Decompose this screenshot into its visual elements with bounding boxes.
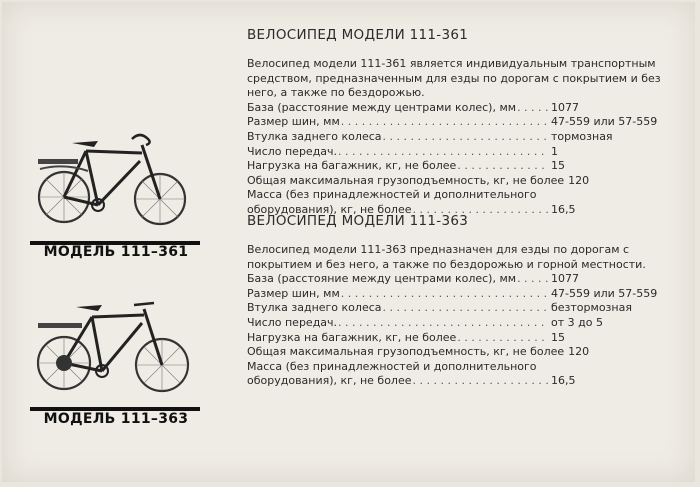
spec-label: Втулка заднего колеса: [247, 129, 382, 143]
spec-row: [247, 316, 667, 331]
dot-leader: [413, 374, 549, 389]
dot-leader: [383, 130, 549, 145]
spec-row: [247, 287, 667, 302]
bicycle-icon: [36, 297, 196, 395]
spec-label: База (расстояние между центрами колес), мм: [247, 272, 517, 286]
section-intro: Велосипед модели 111-363 предназначен для езды по дорогам с покрытием и без него, а также по бездорожью и горной местности.: [247, 243, 646, 271]
spec-row: [247, 145, 667, 160]
spec-value: 15: [551, 330, 565, 344]
spec-label-line: Масса (без принадлежностей и дополнительного: [247, 359, 537, 373]
spec-value: от 3 до 5: [551, 315, 603, 329]
spec-value: безтормозная: [551, 301, 632, 315]
spec-label: Общая максимальная грузоподъемность, кг, не более: [247, 345, 565, 359]
spec-label: Втулка заднего колеса: [247, 301, 382, 315]
spec-row: [247, 130, 667, 145]
bicycle-111-363-illustration: [36, 297, 196, 395]
spec-list: [247, 272, 667, 389]
dot-leader: [383, 301, 549, 316]
spec-list: [247, 101, 667, 218]
spec-label: Нагрузка на багажник, кг, не более: [247, 330, 457, 344]
spec-label: База (расстояние между центрами колес), мм: [247, 100, 517, 114]
spec-label: Нагрузка на багажник, кг, не более: [247, 159, 457, 173]
spec-value: 1077: [551, 100, 579, 114]
spec-label: Размер шин, мм: [247, 286, 340, 300]
catalog-page: [2, 2, 695, 482]
dot-leader: [517, 101, 548, 116]
spec-label: Размер шин, мм: [247, 115, 340, 129]
spec-row: [247, 272, 667, 287]
spec-row: [247, 374, 667, 389]
spec-row: [247, 159, 667, 174]
section-title: ВЕЛОСИПЕД МОДЕЛИ 111-363: [247, 213, 469, 229]
spec-row: [247, 345, 667, 360]
section-title: ВЕЛОСИПЕД МОДЕЛИ 111-361: [247, 27, 469, 43]
spec-value: тормозная: [551, 129, 613, 143]
spec-value: 1077: [551, 272, 579, 286]
spec-row: [247, 101, 667, 116]
dot-leader: [517, 272, 548, 287]
model-111-363-section: [247, 213, 667, 389]
spec-value: 16,5: [551, 202, 576, 216]
dot-leader: [338, 145, 548, 160]
dot-leader: [457, 331, 548, 346]
spec-value: 16,5: [551, 374, 576, 388]
spec-label: оборудования), кг, не более: [247, 374, 412, 388]
spec-row: [247, 331, 667, 346]
bicycle-icon: [36, 129, 196, 227]
spec-value: 47-559 или 57-559: [551, 286, 658, 300]
spec-value: 15: [551, 159, 565, 173]
model-caption: МОДЕЛЬ 111–363: [43, 411, 189, 427]
spec-value: 47-559 или 57-559: [551, 115, 658, 129]
dot-leader: [338, 316, 548, 331]
spec-value: 120: [568, 345, 590, 359]
section-intro: Велосипед модели 111-361 является индивидуальным транспортным средством, предназначенным для езды по дорогам с покрытием и без него, а также по бездорожью.: [247, 57, 661, 100]
spec-row: [247, 301, 667, 316]
dot-leader: [341, 287, 548, 302]
spec-value: 120: [568, 173, 590, 187]
model-111-361-section: [247, 27, 667, 218]
spec-label: Число передач.: [247, 315, 338, 329]
model-caption: МОДЕЛЬ 111–361: [43, 244, 189, 260]
spec-label: оборудования), кг, не более: [247, 202, 412, 216]
spec-label-line: Масса (без принадлежностей и дополнительного: [247, 188, 537, 202]
spec-value: 1: [551, 144, 558, 158]
spec-row: [247, 174, 667, 189]
spec-label: Число передач.: [247, 144, 338, 158]
dot-leader: [457, 159, 548, 174]
dot-leader: [341, 115, 548, 130]
spec-row: [247, 115, 667, 130]
spec-label: Общая максимальная грузоподъемность, кг, не более: [247, 173, 565, 187]
bicycle-111-361-illustration: [36, 129, 196, 227]
